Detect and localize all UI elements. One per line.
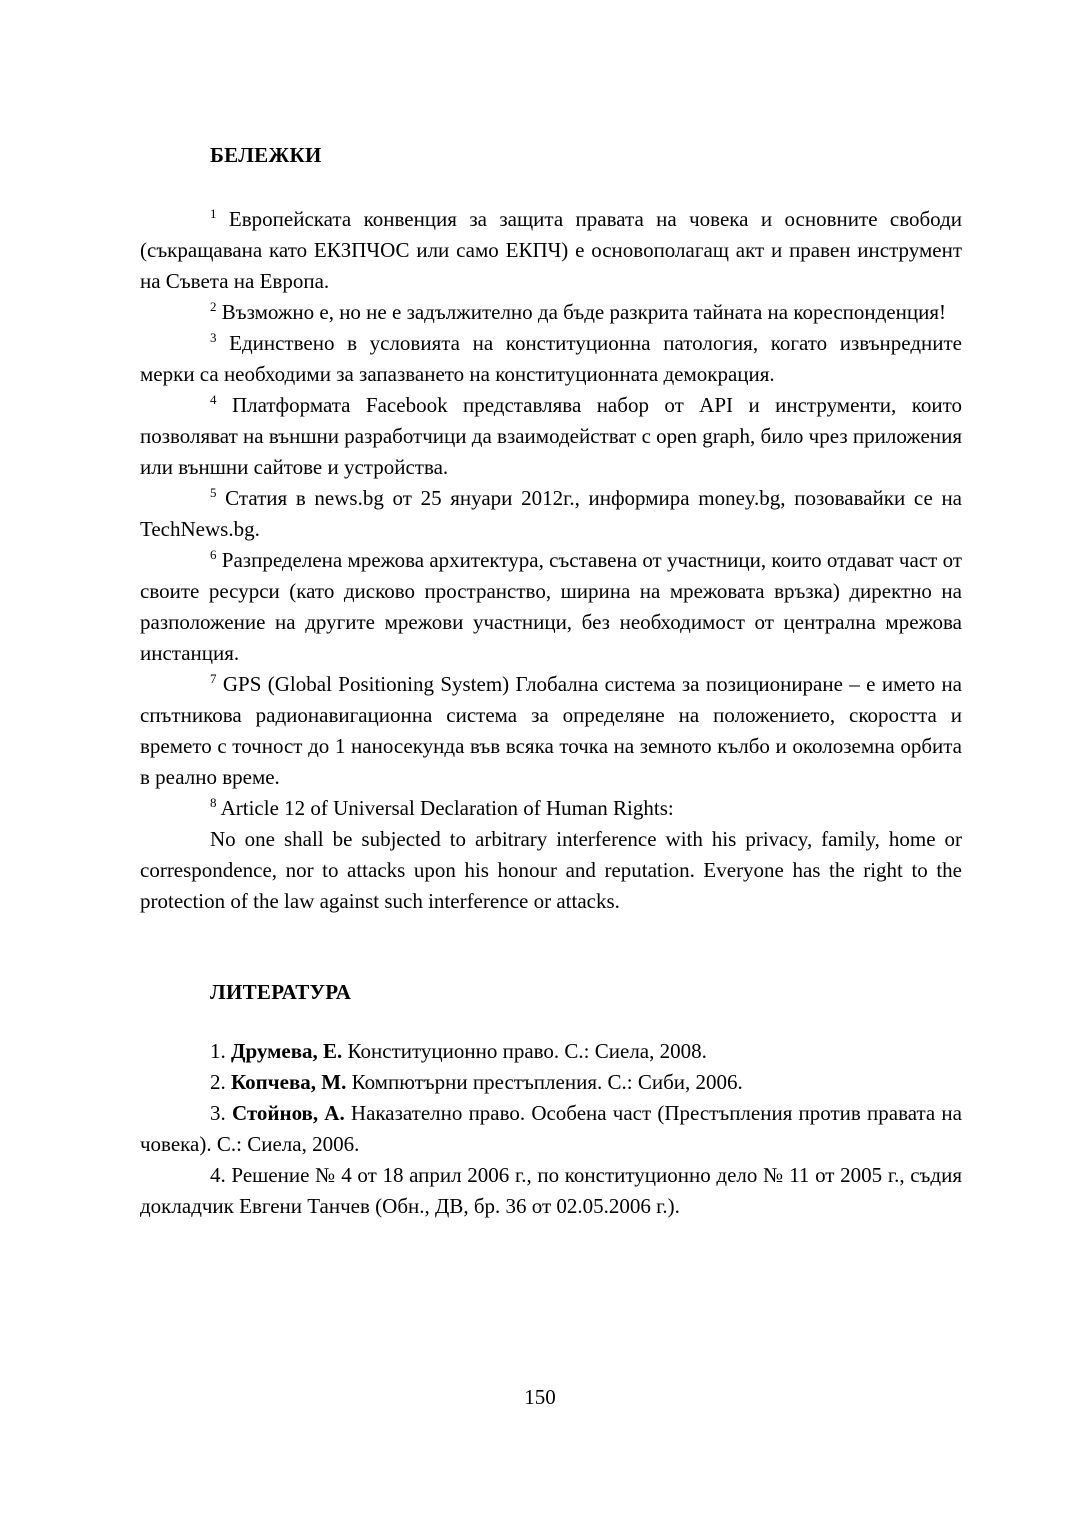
note-8 — [140, 793, 962, 824]
note-3-text: Единствено в условията на конституционна патология, когато извънредните мерки са необходими за запазването на конституционната демокрация. — [140, 331, 962, 386]
literature-heading: ЛИТЕРАТУРА — [210, 980, 352, 1004]
footnote-marker-5: 5 — [210, 485, 217, 500]
lit-entry-2-number: 2. — [210, 1070, 231, 1094]
lit-entry-1 — [140, 1036, 962, 1067]
note-5 — [140, 483, 962, 545]
note-2-text: Възможно е, но не е задължително да бъде разкрита тайната на кореспонденция! — [221, 300, 946, 324]
lit-entry-1-author: Друмева, Е. — [231, 1039, 348, 1063]
footnote-marker-6: 6 — [210, 547, 217, 562]
note-7 — [140, 669, 962, 793]
lit-entry-2-text: Компютърни престъпления. С.: Сиби, 2006. — [351, 1070, 743, 1094]
page-number: 150 — [524, 1385, 556, 1409]
note-4 — [140, 390, 962, 483]
lit-entry-3-author: Стойнов, А. — [231, 1101, 351, 1125]
note-7-text: GPS (Global Positioning System) Глобална система за позициониране – е името на спътникова радионавигационна система за определяне на положението, скоростта и времето с точност до 1 наносекунда във всяка точка на земното кълбо и околоземна орбита в реално време. — [140, 672, 963, 789]
footnote-marker-1: 1 — [210, 206, 217, 221]
lit-entry-2-author: Копчева, М. — [231, 1070, 352, 1094]
page-content — [140, 140, 962, 1222]
footnote-marker-4: 4 — [210, 392, 217, 407]
note-1-text: Европейската конвенция за защита правата на човека и основните свободи (съкращавана като ЕКЗПЧОС или само ЕКПЧ) е основополагащ акт и правен инструмент на Съвета на Европа. — [140, 207, 963, 293]
lit-entry-3-text: Наказателно право. Особена част (Престъпления против правата на човека). С.: Сиела, 2006. — [140, 1101, 962, 1156]
note-8-quote: No one shall be subjected to arbitrary interference with his privacy, family, home or correspondence, nor to attacks upon his honour and reputation. Everyone has the right to the protection of the law against such interference or attacks. — [140, 827, 962, 913]
footnote-marker-2: 2 — [210, 299, 217, 314]
lit-entry-3 — [140, 1098, 962, 1160]
note-6-text: Разпределена мрежова архитектура, съставена от участници, които отдават част от своите ресурси (като дисково пространство, ширина на мрежовата връзка) директно на разположение на другите мрежови участници, без необходимост от централна мрежова инстанция. — [140, 548, 962, 665]
note-2 — [140, 297, 962, 328]
notes-heading: БЕЛЕЖКИ — [210, 143, 322, 167]
lit-entry-2 — [140, 1067, 962, 1098]
note-8-text: Article 12 of Universal Declaration of Human Rights: — [220, 796, 674, 820]
note-6 — [140, 545, 962, 669]
footnote-marker-3: 3 — [210, 330, 217, 345]
lit-entry-3-number: 3. — [210, 1101, 232, 1125]
note-3 — [140, 328, 962, 390]
lit-entry-4-text: Решение № 4 от 18 април 2006 г., по конституционно дело № 11 от 2005 г., съдия докладчик Евгени Танчев (Обн., ДВ, бр. 36 от 02.05.2006 г.). — [140, 1163, 963, 1218]
footnote-marker-8: 8 — [210, 795, 217, 810]
note-1 — [140, 204, 962, 297]
lit-entry-4 — [140, 1160, 962, 1222]
lit-entry-1-text: Конституционно право. С.: Сиела, 2008. — [347, 1039, 707, 1063]
note-4-text: Платформата Facebook представлява набор от API и инструменти, които позволяват на външни разработчици да взаимодействат с open graph, било чрез приложения или външни сайтове и устройства. — [140, 393, 962, 479]
lit-entry-4-number: 4. — [210, 1163, 232, 1187]
footnote-marker-7: 7 — [210, 671, 217, 686]
lit-entry-1-number: 1. — [210, 1039, 231, 1063]
note-5-text: Статия в news.bg от 25 януари 2012г., информира money.bg, позовавайки се на TechNews.bg. — [140, 486, 962, 541]
